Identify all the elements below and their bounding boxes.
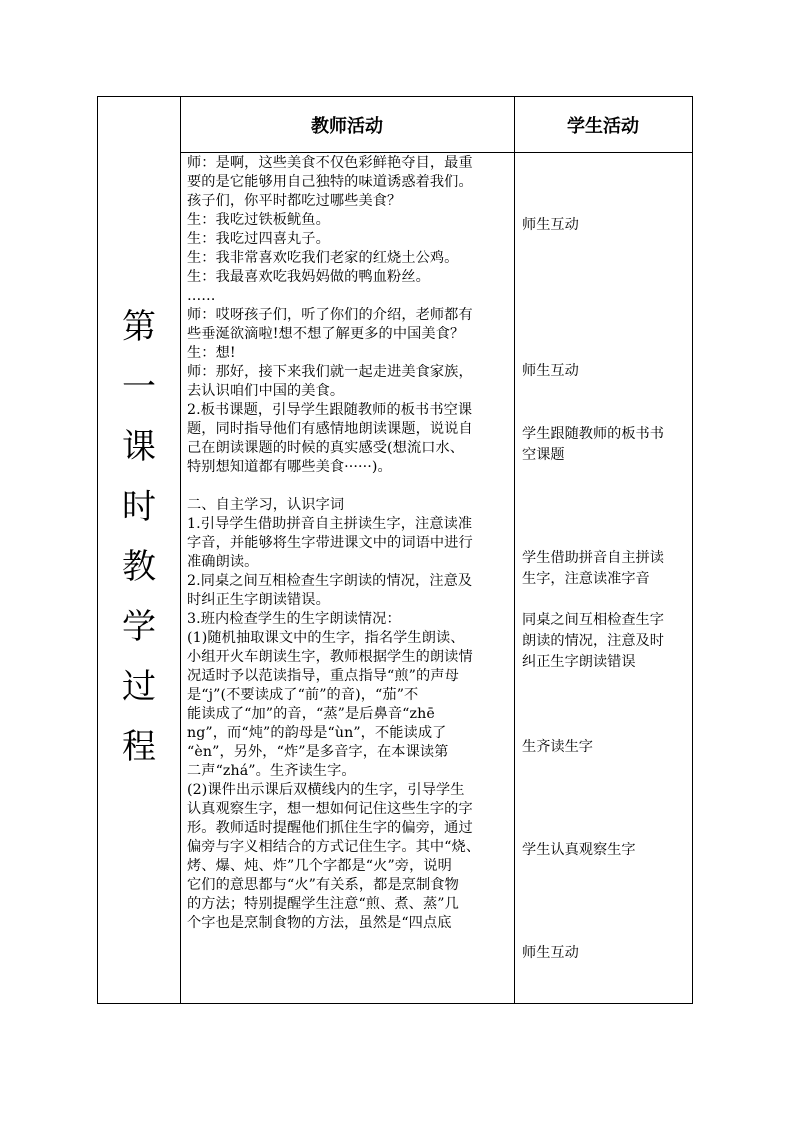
stage-char: 一 xyxy=(122,367,156,407)
student-activity-item xyxy=(522,424,664,466)
teacher-line: 烤、爆、炖、炸”几个字都是“火”旁，说明 xyxy=(187,858,452,874)
student-line: 纠正生字朗读错误 xyxy=(522,654,636,670)
teacher-activity-text xyxy=(187,154,507,933)
student-line: 学生跟随教师的板书书 xyxy=(522,426,664,442)
teacher-line: 字音，并能够将生字带进课文中的词语中进行 xyxy=(187,535,473,551)
student-activity-item xyxy=(522,943,579,964)
lesson-table xyxy=(97,96,693,1004)
teacher-line: 的方法；特别提醒学生注意“煎、煮、蒸”几 xyxy=(187,896,459,912)
stage-char: 教 xyxy=(122,547,156,587)
student-activity-item xyxy=(522,215,579,236)
stage-char: 程 xyxy=(122,727,156,767)
teacher-line: 认真观察生字，想一想如何记住这些生字的字 xyxy=(187,801,473,817)
teacher-line: 个字也是烹制食物的方法，虽然是“四点底 xyxy=(187,915,452,931)
teacher-line: (1)随机抽取课文中的生字，指名学生朗读、 xyxy=(187,630,465,646)
teacher-line: 偏旁与字义相结合的方式记住生字。其中“烧、 xyxy=(187,839,481,855)
teacher-line: 些垂涎欲滴啦!想不想了解更多的中国美食？ xyxy=(187,326,465,342)
teacher-line: ng”，而“炖”的韵母是“ùn”，不能读成了 xyxy=(187,725,447,741)
teacher-line: 生：我非常喜欢吃我们老家的红烧土公鸡。 xyxy=(187,250,459,266)
teacher-line: 师：那好，接下来我们就一起走进美食家族， xyxy=(187,364,473,380)
student-activity-item xyxy=(522,361,579,382)
stage-char: 过 xyxy=(122,667,156,707)
student-line: 师生互动 xyxy=(522,217,579,233)
student-line: 朗读的情况，注意及时 xyxy=(522,633,664,649)
teacher-line: 师：是啊，这些美食不仅色彩鲜艳夺目，最重 xyxy=(187,155,473,171)
stage-label xyxy=(98,297,180,777)
teacher-line: 二声“zhá”。生齐读生字。 xyxy=(187,763,356,779)
teacher-line: 小组开火车朗读生字，教师根据学生的朗读情 xyxy=(187,649,473,665)
student-activity-item xyxy=(522,840,636,861)
teacher-line: 2.板书课题，引导学生跟随教师的板书书空课 xyxy=(187,402,473,418)
stage-char: 学 xyxy=(122,607,156,647)
header-teacher-activity: 教师活动 xyxy=(311,115,383,137)
teacher-line: 是“j”(不要读成了“前”的音)，“茄”不 xyxy=(187,687,419,703)
teacher-line: 生：我吃过四喜丸子。 xyxy=(187,231,330,247)
stage-char: 第 xyxy=(122,307,156,347)
teacher-line: 孩子们，你平时都吃过哪些美食？ xyxy=(187,193,402,209)
teacher-line: 己在朗读课题的时候的真实感受(想流口水、 xyxy=(187,440,465,456)
teacher-line: 特别想知道都有哪些美食······)。 xyxy=(187,459,392,475)
teacher-line: 生：我吃过铁板鱿鱼。 xyxy=(187,212,330,228)
teacher-line: 生：我最喜欢吃我妈妈做的鸭血粉丝。 xyxy=(187,269,430,285)
student-activity-item xyxy=(522,548,664,590)
student-line: 师生互动 xyxy=(522,945,579,961)
teacher-line: 形。教师适时提醒他们抓住生字的偏旁，通过 xyxy=(187,820,473,836)
student-line: 生齐读生字 xyxy=(522,739,593,755)
student-line: 学生认真观察生字 xyxy=(522,842,636,858)
student-activity-item xyxy=(522,610,664,673)
student-line: 同桌之间互相检查生字 xyxy=(522,612,664,628)
stage-char: 课 xyxy=(122,427,156,467)
teacher-line: 生：想! xyxy=(187,345,236,361)
header-divider xyxy=(180,152,692,153)
header-student-activity: 学生活动 xyxy=(567,115,639,137)
teacher-line: (2)课件出示课后双横线内的生字，引导学生 xyxy=(187,782,465,798)
student-line: 空课题 xyxy=(522,447,565,463)
teacher-line: 1.引导学生借助拼音自主拼读生字，注意读准 xyxy=(187,516,473,532)
stage-char: 时 xyxy=(122,487,156,527)
teacher-line: 它们的意思都与“火”有关系，都是烹制食物 xyxy=(187,877,459,893)
teacher-line: 要的是它能够用自己独特的味道诱惑着我们。 xyxy=(187,174,473,190)
teacher-line: 能读成了“加”的音，“蒸”是后鼻音“zhē xyxy=(187,706,435,722)
column-divider xyxy=(514,97,515,1003)
teacher-line: 时纠正生字朗读错误。 xyxy=(187,592,330,608)
teacher-line: 况适时予以范读指导，重点指导“煎”的声母 xyxy=(187,668,459,684)
student-activity-item xyxy=(522,737,593,758)
teacher-line: 题，同时指导他们有感情地朗读课题，说说自 xyxy=(187,421,473,437)
teacher-line: 二、自主学习，认识字词 xyxy=(187,497,345,513)
teacher-line: “èn”，另外，“炸”是多音字，在本课读第 xyxy=(187,744,449,760)
student-line: 师生互动 xyxy=(522,363,579,379)
student-line: 学生借助拼音自主拼读 xyxy=(522,550,664,566)
column-divider xyxy=(180,97,181,1003)
teacher-line: 师：哎呀孩子们，听了你们的介绍，老师都有 xyxy=(187,307,473,323)
teacher-line: 去认识咱们中国的美食。 xyxy=(187,383,345,399)
student-line: 生字，注意读准字音 xyxy=(522,571,650,587)
teacher-line xyxy=(187,477,507,496)
teacher-line: 2.同桌之间互相检查生字朗读的情况，注意及 xyxy=(187,573,473,589)
teacher-line: …… xyxy=(187,288,216,304)
teacher-line: 准确朗读。 xyxy=(187,554,259,570)
teacher-line: 3.班内检查学生的生字朗读情况： xyxy=(187,611,401,627)
